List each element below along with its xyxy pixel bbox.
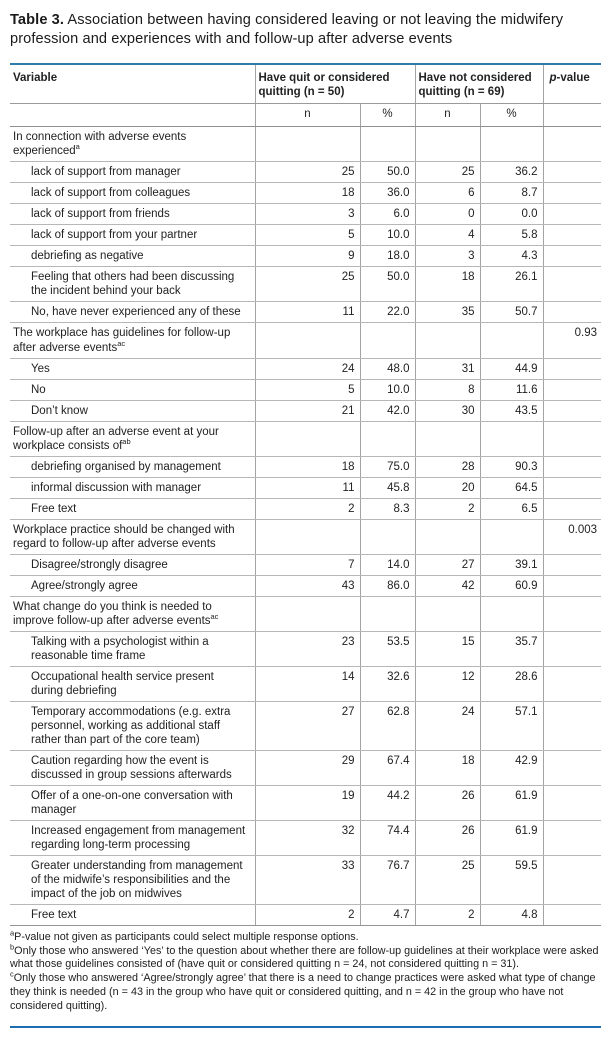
table-row	[10, 183, 601, 204]
group-header-row	[10, 64, 601, 104]
footnote-marker: a	[75, 142, 80, 152]
row-label-cell: No, have never experienced any of these	[10, 302, 255, 323]
value-cell-n-group1: 7	[255, 554, 360, 575]
row-label-cell: Workplace practice should be changed with regard to follow-up after adverse events	[10, 519, 255, 554]
value-cell-pct-group1: 6.0	[360, 204, 415, 225]
value-cell-n-group2: 4	[415, 225, 480, 246]
value-cell-pct-group2	[480, 323, 543, 358]
footnote-marker: ac	[210, 611, 219, 621]
value-cell-n-group2: 6	[415, 183, 480, 204]
table-row	[10, 519, 601, 554]
table-row	[10, 162, 601, 183]
value-cell-n-group2: 25	[415, 855, 480, 904]
p-value-cell	[543, 246, 601, 267]
footnote: $^a$P-value not given as participants could select multiple response options.	[10, 928, 359, 943]
value-cell-pct-group1: 18.0	[360, 246, 415, 267]
value-cell-n-group2	[415, 519, 480, 554]
row-label-cell: Temporary accommodations (e.g. extra personnel, working as additional staff rather than part of the core team)	[10, 701, 255, 750]
value-cell-n-group2: 27	[415, 554, 480, 575]
table-body	[10, 127, 601, 926]
table-row	[10, 302, 601, 323]
table-row	[10, 498, 601, 519]
value-cell-n-group2: 20	[415, 477, 480, 498]
subheader-n-group2: n	[415, 103, 480, 127]
value-cell-pct-group2: 0.0	[480, 204, 543, 225]
association-table	[10, 63, 601, 927]
row-label-cell: lack of support from manager	[10, 162, 255, 183]
value-cell-n-group1: 32	[255, 820, 360, 855]
row-label-cell: Free text	[10, 498, 255, 519]
value-cell-n-group2: 3	[415, 246, 480, 267]
table-row	[10, 820, 601, 855]
value-cell-n-group2	[415, 596, 480, 631]
value-cell-pct-group1: 74.4	[360, 820, 415, 855]
value-cell-pct-group2: 50.7	[480, 302, 543, 323]
value-cell-n-group1: 2	[255, 904, 360, 925]
value-cell-pct-group2	[480, 127, 543, 162]
value-cell-pct-group1	[360, 421, 415, 456]
value-cell-pct-group1: 53.5	[360, 631, 415, 666]
value-cell-pct-group1: 14.0	[360, 554, 415, 575]
value-cell-pct-group2	[480, 421, 543, 456]
value-cell-n-group1: 25	[255, 162, 360, 183]
row-label-cell: The workplace has guidelines for follow-up after adverse events$^{ac}$	[10, 323, 255, 358]
subheader-empty	[10, 103, 255, 127]
value-cell-pct-group1	[360, 127, 415, 162]
value-cell-pct-group1: 10.0	[360, 225, 415, 246]
table-row	[10, 554, 601, 575]
row-label-cell: Disagree/strongly disagree	[10, 554, 255, 575]
value-cell-pct-group2: 35.7	[480, 631, 543, 666]
value-cell-pct-group2: 11.6	[480, 379, 543, 400]
row-label-cell: Greater understanding from management of the midwife’s responsibilities and the impact of the job on midwives	[10, 855, 255, 904]
row-label-cell: Offer of a one-on-one conversation with manager	[10, 785, 255, 820]
value-cell-pct-group1: 75.0	[360, 456, 415, 477]
row-label-cell: Don’t know	[10, 400, 255, 421]
value-cell-n-group1	[255, 421, 360, 456]
value-cell-pct-group1: 44.2	[360, 785, 415, 820]
footnote: $^c$Only those who answered ‘Agree/strongly agree’ that there is a need to change practices were asked what type of change they think is needed (n = 43 in the group who have quit or considered quitting, and n = 42 in the group who have not considered quitting).	[10, 969, 596, 1012]
p-value-cell	[543, 820, 601, 855]
p-value-cell	[543, 498, 601, 519]
value-cell-n-group2: 35	[415, 302, 480, 323]
p-value-cell	[543, 855, 601, 904]
header-p-value	[543, 64, 601, 104]
value-cell-pct-group1: 10.0	[360, 379, 415, 400]
subheader-row	[10, 103, 601, 127]
value-cell-pct-group2	[480, 596, 543, 631]
subheader-empty-pvalue	[543, 103, 601, 127]
value-cell-pct-group1	[360, 596, 415, 631]
value-cell-n-group1	[255, 127, 360, 162]
value-cell-pct-group2: 5.8	[480, 225, 543, 246]
value-cell-n-group2: 15	[415, 631, 480, 666]
row-label-cell: Feeling that others had been discussing the incident behind your back	[10, 267, 255, 302]
value-cell-pct-group2: 61.9	[480, 785, 543, 820]
p-value-cell	[543, 750, 601, 785]
value-cell-n-group1: 33	[255, 855, 360, 904]
row-label-cell: Follow-up after an adverse event at your workplace consists $of^{ab}$	[10, 421, 255, 456]
value-cell-pct-group2: 61.9	[480, 820, 543, 855]
table-row	[10, 323, 601, 358]
footnote-marker: ab	[122, 436, 131, 446]
p-value-cell: 0.93	[543, 323, 601, 358]
row-label-cell: informal discussion with manager	[10, 477, 255, 498]
row-label-cell: What change do you think is needed to improve follow-up after adverse events$^{ac}$	[10, 596, 255, 631]
table-row	[10, 267, 601, 302]
table-row	[10, 400, 601, 421]
value-cell-n-group2: 12	[415, 666, 480, 701]
value-cell-n-group1	[255, 323, 360, 358]
p-value-cell	[543, 162, 601, 183]
value-cell-n-group1: 19	[255, 785, 360, 820]
p-value-rest: -value	[556, 71, 590, 84]
value-cell-n-group1: 43	[255, 575, 360, 596]
value-cell-pct-group2: 4.8	[480, 904, 543, 925]
row-label-cell: debriefing as negative	[10, 246, 255, 267]
p-value-cell	[543, 421, 601, 456]
row-label-cell: Occupational health service present during debriefing	[10, 666, 255, 701]
value-cell-n-group2: 2	[415, 904, 480, 925]
value-cell-pct-group2: 39.1	[480, 554, 543, 575]
footnote: $^b$Only those who answered ‘Yes’ to the question about whether there are follow-up guidelines at their workplace were asked what those guidelines consisted of (have quit or considered quitting n = 24, not considered quitting n = 31).	[10, 942, 599, 971]
value-cell-n-group1: 2	[255, 498, 360, 519]
value-cell-pct-group1: 62.8	[360, 701, 415, 750]
p-value-cell: 0.003	[543, 519, 601, 554]
value-cell-n-group1: 5	[255, 379, 360, 400]
value-cell-n-group1: 29	[255, 750, 360, 785]
value-cell-n-group1: 5	[255, 225, 360, 246]
row-label-cell: No	[10, 379, 255, 400]
table-row	[10, 785, 601, 820]
value-cell-pct-group2: 28.6	[480, 666, 543, 701]
value-cell-pct-group1	[360, 519, 415, 554]
value-cell-n-group2: 30	[415, 400, 480, 421]
value-cell-pct-group1: 48.0	[360, 358, 415, 379]
p-value-cell	[543, 575, 601, 596]
value-cell-n-group1: 18	[255, 183, 360, 204]
value-cell-n-group2: 8	[415, 379, 480, 400]
value-cell-pct-group1: 22.0	[360, 302, 415, 323]
value-cell-n-group2	[415, 421, 480, 456]
value-cell-pct-group1: 45.8	[360, 477, 415, 498]
p-value-cell	[543, 127, 601, 162]
footnote-marker: ac	[117, 338, 126, 348]
table-row	[10, 456, 601, 477]
value-cell-pct-group2: 57.1	[480, 701, 543, 750]
value-cell-n-group2: 0	[415, 204, 480, 225]
value-cell-pct-group1: 50.0	[360, 267, 415, 302]
p-value-cell	[543, 204, 601, 225]
p-value-cell	[543, 477, 601, 498]
value-cell-n-group1: 23	[255, 631, 360, 666]
p-value-cell	[543, 379, 601, 400]
value-cell-n-group2: 28	[415, 456, 480, 477]
row-label-cell: Increased engagement from management regarding long-term processing	[10, 820, 255, 855]
row-label-cell: Agree/strongly agree	[10, 575, 255, 596]
table-row	[10, 246, 601, 267]
value-cell-n-group2: 25	[415, 162, 480, 183]
value-cell-pct-group1	[360, 323, 415, 358]
table-row	[10, 855, 601, 904]
table-caption-text: Association between having considered leaving or not leaving the midwifery profession and experiences with and follow-up after adverse events	[10, 12, 564, 48]
p-value-cell	[543, 785, 601, 820]
value-cell-pct-group2: 59.5	[480, 855, 543, 904]
header-variable: Variable	[10, 64, 255, 104]
p-value-cell	[543, 183, 601, 204]
p-value-cell	[543, 302, 601, 323]
subheader-pct-group2: %	[480, 103, 543, 127]
value-cell-pct-group2: 64.5	[480, 477, 543, 498]
value-cell-n-group1: 11	[255, 477, 360, 498]
table-row	[10, 701, 601, 750]
row-label-cell: Yes	[10, 358, 255, 379]
value-cell-n-group2: 42	[415, 575, 480, 596]
value-cell-pct-group2: 26.1	[480, 267, 543, 302]
table-header	[10, 64, 601, 127]
value-cell-pct-group2: 6.5	[480, 498, 543, 519]
value-cell-pct-group2: 44.9	[480, 358, 543, 379]
value-cell-n-group1	[255, 596, 360, 631]
row-label-cell: Caution regarding how the event is discussed in group sessions afterwards	[10, 750, 255, 785]
value-cell-pct-group2: 8.7	[480, 183, 543, 204]
value-cell-pct-group1: 50.0	[360, 162, 415, 183]
value-cell-pct-group1: 36.0	[360, 183, 415, 204]
value-cell-n-group1: 25	[255, 267, 360, 302]
footnote-marker: c	[10, 969, 14, 979]
value-cell-n-group2: 2	[415, 498, 480, 519]
footnotes	[10, 928, 601, 1013]
value-cell-pct-group2: 4.3	[480, 246, 543, 267]
value-cell-pct-group1: 4.7	[360, 904, 415, 925]
p-value-cell	[543, 456, 601, 477]
table-caption	[10, 11, 601, 50]
p-value-cell	[543, 904, 601, 925]
value-cell-pct-group1: 86.0	[360, 575, 415, 596]
value-cell-n-group1	[255, 519, 360, 554]
p-value-cell	[543, 225, 601, 246]
footnote-marker: a	[10, 928, 15, 938]
row-label-cell: debriefing organised by management	[10, 456, 255, 477]
table-row	[10, 204, 601, 225]
table-row	[10, 421, 601, 456]
value-cell-n-group1: 11	[255, 302, 360, 323]
p-value-cell	[543, 631, 601, 666]
value-cell-pct-group2: 60.9	[480, 575, 543, 596]
value-cell-n-group2: 26	[415, 785, 480, 820]
p-value-cell	[543, 358, 601, 379]
value-cell-pct-group1: 67.4	[360, 750, 415, 785]
footnote-marker: b	[10, 942, 15, 952]
value-cell-n-group2: 31	[415, 358, 480, 379]
table-row	[10, 666, 601, 701]
header-group-not-quit: Have not considered quitting (n = 69)	[415, 64, 543, 104]
value-cell-n-group2: 24	[415, 701, 480, 750]
value-cell-n-group2: 18	[415, 267, 480, 302]
p-value-cell	[543, 554, 601, 575]
table-row	[10, 379, 601, 400]
table-row	[10, 575, 601, 596]
row-label-cell: In connection with adverse events experienced$^a$	[10, 127, 255, 162]
value-cell-n-group1: 21	[255, 400, 360, 421]
row-label-cell: Free text	[10, 904, 255, 925]
row-label-cell: lack of support from colleagues	[10, 183, 255, 204]
value-cell-n-group1: 18	[255, 456, 360, 477]
p-value-cell	[543, 400, 601, 421]
table-row	[10, 596, 601, 631]
p-value-cell	[543, 701, 601, 750]
value-cell-n-group2: 18	[415, 750, 480, 785]
value-cell-pct-group2: 36.2	[480, 162, 543, 183]
value-cell-n-group2: 26	[415, 820, 480, 855]
p-value-cell	[543, 267, 601, 302]
row-label-cell: lack of support from friends	[10, 204, 255, 225]
table-row	[10, 358, 601, 379]
row-label-cell: lack of support from your partner	[10, 225, 255, 246]
subheader-n-group1: n	[255, 103, 360, 127]
value-cell-pct-group2: 43.5	[480, 400, 543, 421]
value-cell-pct-group2: 90.3	[480, 456, 543, 477]
p-value-italic: p	[549, 71, 557, 84]
value-cell-pct-group1: 42.0	[360, 400, 415, 421]
table-row	[10, 904, 601, 925]
row-label-cell: Talking with a psychologist within a reasonable time frame	[10, 631, 255, 666]
table-row	[10, 477, 601, 498]
p-value-cell	[543, 596, 601, 631]
table-caption-label: Table 3.	[10, 12, 65, 28]
table-row	[10, 225, 601, 246]
subheader-pct-group1: %	[360, 103, 415, 127]
value-cell-n-group1: 3	[255, 204, 360, 225]
value-cell-pct-group1: 32.6	[360, 666, 415, 701]
value-cell-n-group2	[415, 323, 480, 358]
value-cell-n-group1: 14	[255, 666, 360, 701]
table-row	[10, 631, 601, 666]
table-row	[10, 750, 601, 785]
header-group-quit: Have quit or considered quitting (n = 50)	[255, 64, 415, 104]
value-cell-n-group1: 24	[255, 358, 360, 379]
bottom-rule	[10, 1026, 601, 1028]
value-cell-pct-group1: 76.7	[360, 855, 415, 904]
value-cell-pct-group2: 42.9	[480, 750, 543, 785]
value-cell-n-group2	[415, 127, 480, 162]
p-value-cell	[543, 666, 601, 701]
value-cell-n-group1: 9	[255, 246, 360, 267]
value-cell-pct-group2	[480, 519, 543, 554]
table-row	[10, 127, 601, 162]
value-cell-pct-group1: 8.3	[360, 498, 415, 519]
value-cell-n-group1: 27	[255, 701, 360, 750]
